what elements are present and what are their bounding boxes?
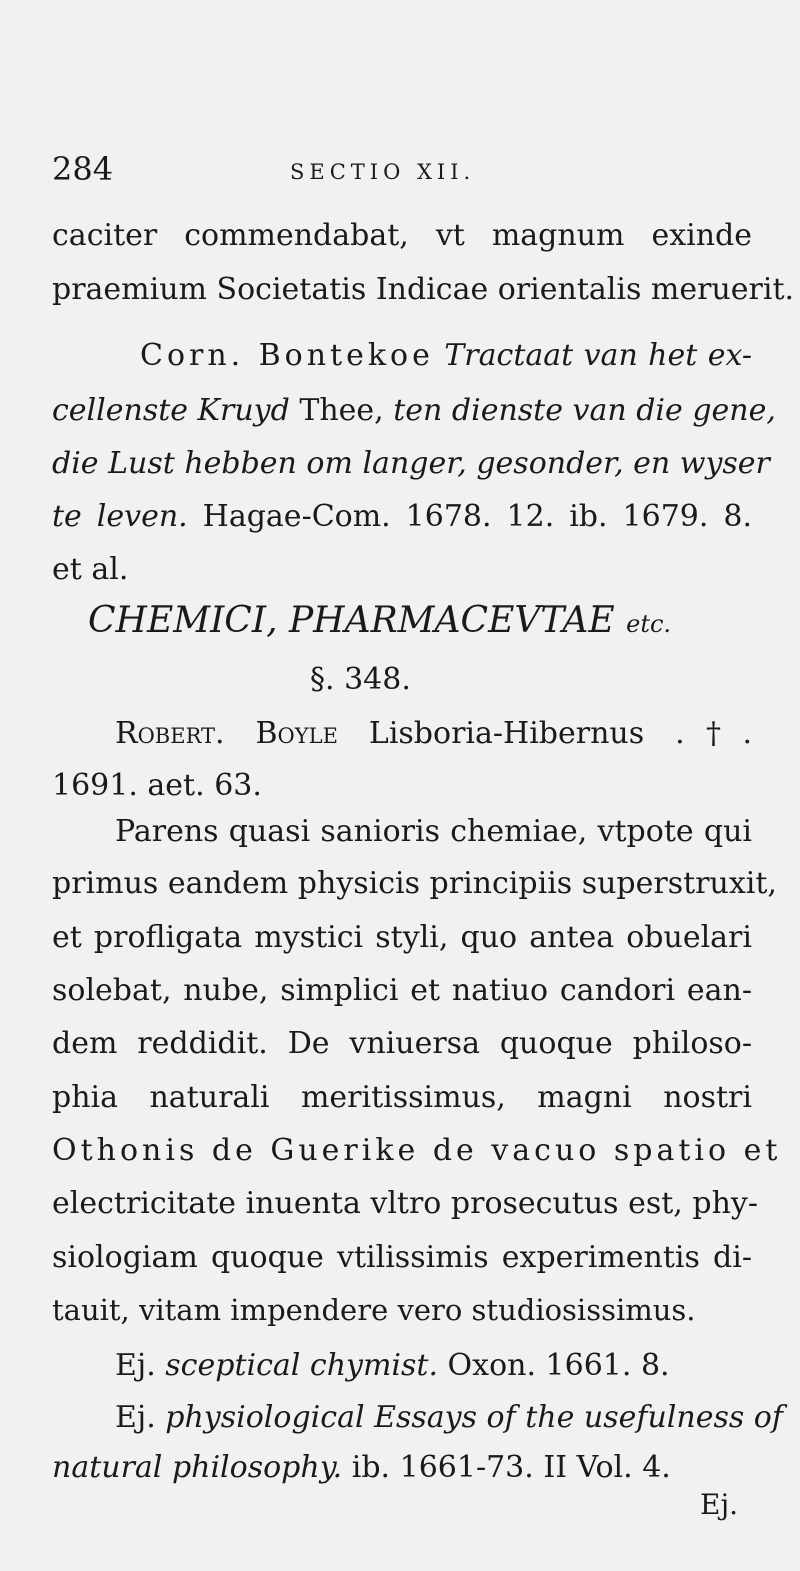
- section-heading: [88, 600, 671, 641]
- text-line: praemium Societatis Indicae orientalis meruerit.: [52, 272, 795, 307]
- heading-text: CHEMICI, PHARMACEVTAE: [88, 600, 615, 641]
- text-line: Parens quasi sanioris chemiae, vtpote qui: [115, 814, 752, 849]
- text-run: Lisboria-Hibernus .†.: [368, 716, 752, 751]
- work-title: natural philosophy.: [52, 1450, 343, 1485]
- work-title: sceptical chymist.: [155, 1348, 439, 1383]
- text-line: phia naturali meritissimus, magni nostri: [52, 1080, 752, 1115]
- work-title: te leven.: [52, 499, 188, 534]
- text-line: Othonis de Guerike de vacuo spatio et: [52, 1133, 782, 1168]
- text-line: caciter commendabat, vt magnum exinde: [52, 218, 752, 253]
- catchword: Ej.: [700, 1488, 739, 1521]
- author-name: Robert. Boyle: [115, 716, 338, 751]
- bontekoe-entry-line: et al.: [52, 552, 129, 587]
- running-title: SECTIO XII.: [290, 160, 476, 184]
- page-number: 284: [52, 150, 114, 188]
- paragraph-number: §. 348.: [310, 662, 411, 697]
- text-run: Thee,: [289, 393, 394, 428]
- bontekoe-entry-line: die Lust hebben om langer, gesonder, en wyser: [52, 446, 770, 481]
- text-line: solebat, nube, simplici et natiuo candori ean-: [52, 973, 752, 1008]
- text-line: electricitate inuenta vltro prosecutus est, phy-: [52, 1186, 758, 1221]
- bontekoe-entry-line: [140, 338, 752, 373]
- boyle-entry-line: [115, 716, 752, 751]
- text-line: siologiam quoque vtilissimis experimentis di-: [52, 1240, 752, 1275]
- bontekoe-entry-line: [52, 499, 752, 534]
- imprint: Oxon. 1661. 8.: [438, 1348, 670, 1383]
- ref-label: Ej.: [115, 1400, 156, 1435]
- reference-line: [115, 1400, 783, 1435]
- boyle-entry-line: 1691. aet. 63.: [52, 768, 262, 803]
- work-title: ten dienste van die gene,: [393, 393, 776, 428]
- ref-label: Ej.: [115, 1348, 156, 1383]
- text-line: et profligata mystici styli, quo antea obuelari: [52, 920, 752, 955]
- author-name: Corn. Bontekoe: [140, 338, 434, 373]
- reference-line: [52, 1450, 752, 1485]
- text-line: primus eandem physicis principiis superstruxit,: [52, 866, 777, 901]
- heading-suffix: etc.: [626, 610, 672, 638]
- reference-line: [115, 1348, 752, 1383]
- work-title: physiological Essays of the usefulness of: [155, 1400, 783, 1435]
- work-title: cellenste Kruyd: [52, 393, 290, 428]
- bontekoe-entry-line: [52, 393, 776, 428]
- text-line: tauit, vitam impendere vero studiosissimus.: [52, 1293, 696, 1327]
- work-title: Tractaat van het ex-: [444, 338, 752, 373]
- text-line: dem reddidit. De vniuersa quoque philoso-: [52, 1026, 752, 1061]
- imprint: ib. 1661-73. II Vol. 4.: [342, 1450, 671, 1485]
- imprint: Hagae-Com. 1678. 12. ib. 1679. 8.: [187, 499, 752, 534]
